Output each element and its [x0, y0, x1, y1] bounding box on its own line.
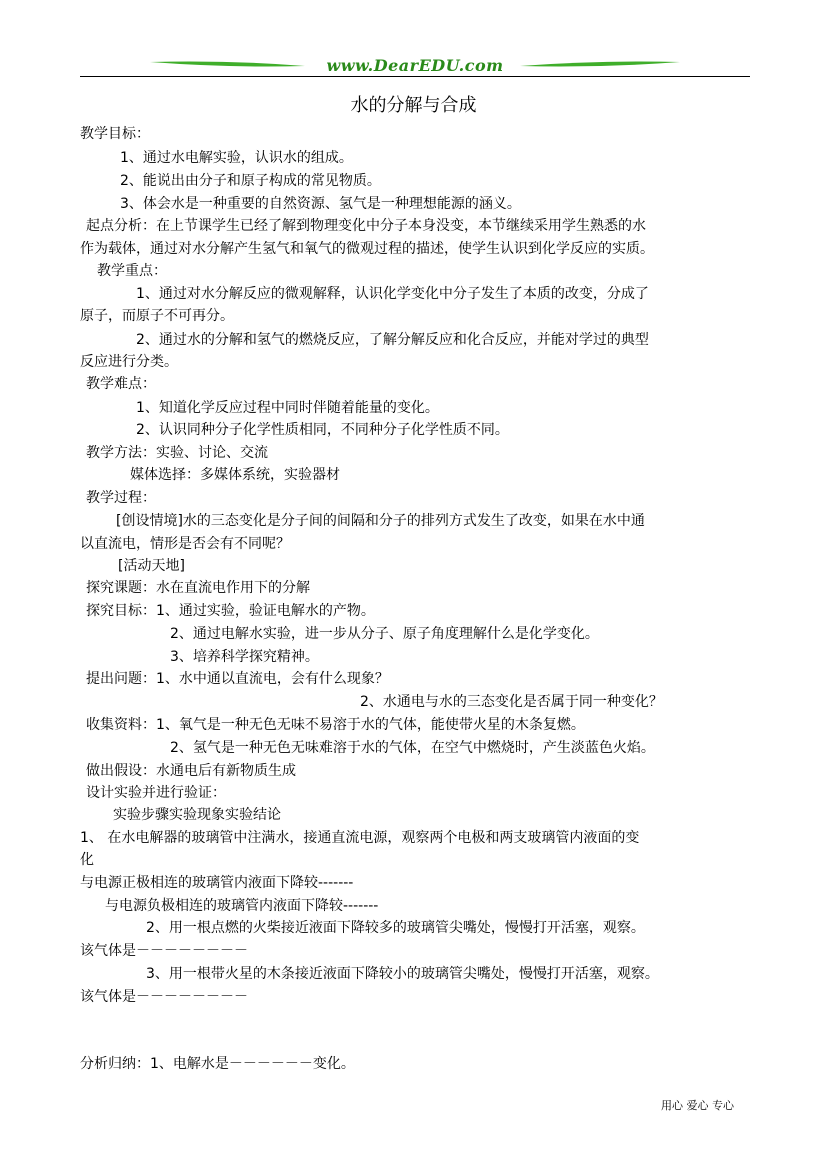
- text-line: 教学难点：: [86, 376, 156, 392]
- text-line: 教学目标：: [80, 126, 150, 142]
- document-title: 水的分解与合成: [350, 95, 477, 116]
- text-line: 原子，而原子不可再分。: [80, 308, 234, 324]
- text-line: 教学重点：: [97, 263, 167, 279]
- text-line: 该气体是－－－－－－－－: [80, 943, 248, 959]
- text-line: 作为载体，通过对水分解产生氢气和氧气的微观过程的描述，使学生认识到化学反应的实质。: [80, 241, 654, 257]
- text-line: 2、水通电与水的三态变化是否属于同一种变化？: [360, 694, 663, 710]
- text-line: 实验步骤实验现象实验结论: [113, 807, 281, 823]
- text-line: 提出问题：1、水中通以直流电，会有什么现象？: [86, 671, 389, 687]
- text-line: [创设情境]水的三态变化是分子间的间隔和分子的排列方式发生了改变，如果在水中通: [116, 513, 645, 529]
- text-line: 探究目标：1、通过实验，验证电解水的产物。: [86, 603, 375, 619]
- text-line: 3、体会水是一种重要的自然资源、氢气是一种理想能源的涵义。: [120, 196, 521, 212]
- text-line: 2、用一根点燃的火柴接近液面下降较多的玻璃管尖嘴处，慢慢打开活塞，观察。: [146, 920, 645, 936]
- text-line: 1、 在水电解器的玻璃管中注满水，接通直流电源，观察两个电极和两支玻璃管内液面的变: [80, 830, 640, 846]
- text-line: 设计实验并进行验证：: [86, 785, 226, 801]
- text-line: 2、能说出由分子和原子构成的常见物质。: [120, 173, 381, 189]
- text-line: 教学方法：实验、讨论、交流: [86, 445, 268, 461]
- text-line: 2、通过水的分解和氢气的燃烧反应，了解分解反应和化合反应，并能对学过的典型: [136, 332, 649, 348]
- text-line: 探究课题：水在直流电作用下的分解: [86, 580, 310, 596]
- text-line: [活动天地]: [118, 558, 185, 574]
- text-line: 1、知道化学反应过程中同时伴随着能量的变化。: [136, 400, 439, 416]
- text-line: 1、通过对水分解反应的微观解释，认识化学变化中分子发生了本质的改变，分成了: [136, 286, 649, 302]
- text-line: 2、认识同种分子化学性质相同，不同种分子化学性质不同。: [136, 422, 509, 438]
- text-line: 收集资料：1、氧气是一种无色无味不易溶于水的气体，能使带火星的木条复燃。: [86, 717, 585, 733]
- text-line: 媒体选择：多媒体系统，实验器材: [130, 467, 340, 483]
- text-line: 反应进行分类。: [80, 354, 178, 370]
- page-footer: 用心 爱心 专心: [661, 1099, 734, 1112]
- text-line: 教学过程：: [86, 490, 156, 506]
- text-line: 化: [80, 852, 94, 868]
- text-line: 起点分析：在上节课学生已经了解到物理变化中分子本身没变，本节继续采用学生熟悉的水: [86, 218, 646, 234]
- text-line: 2、通过电解水实验，进一步从分子、原子角度理解什么是化学变化。: [170, 626, 599, 642]
- text-line: 3、用一根带火星的木条接近液面下降较小的玻璃管尖嘴处，慢慢打开活塞，观察。: [146, 966, 659, 982]
- text-line: 分析归纳：1、电解水是－－－－－－变化。: [80, 1056, 355, 1072]
- text-line: 与电源负极相连的玻璃管内液面下降较-------: [105, 898, 379, 914]
- text-line: 1、通过水电解实验，认识水的组成。: [120, 150, 353, 166]
- text-line: 以直流电，情形是否会有不同呢？: [80, 536, 290, 552]
- site-logo-text: www.DearEDU.com: [326, 56, 504, 75]
- text-line: 3、培养科学探究精神。: [170, 649, 319, 665]
- text-line: 2、氢气是一种无色无味难溶于水的气体，在空气中燃烧时，产生淡蓝色火焰。: [170, 740, 655, 756]
- text-line: 做出假设：水通电后有新物质生成: [86, 763, 296, 779]
- text-line: 与电源正极相连的玻璃管内液面下降较-------: [80, 875, 354, 891]
- text-line: 该气体是－－－－－－－－: [80, 989, 248, 1005]
- header-rule: [80, 76, 750, 77]
